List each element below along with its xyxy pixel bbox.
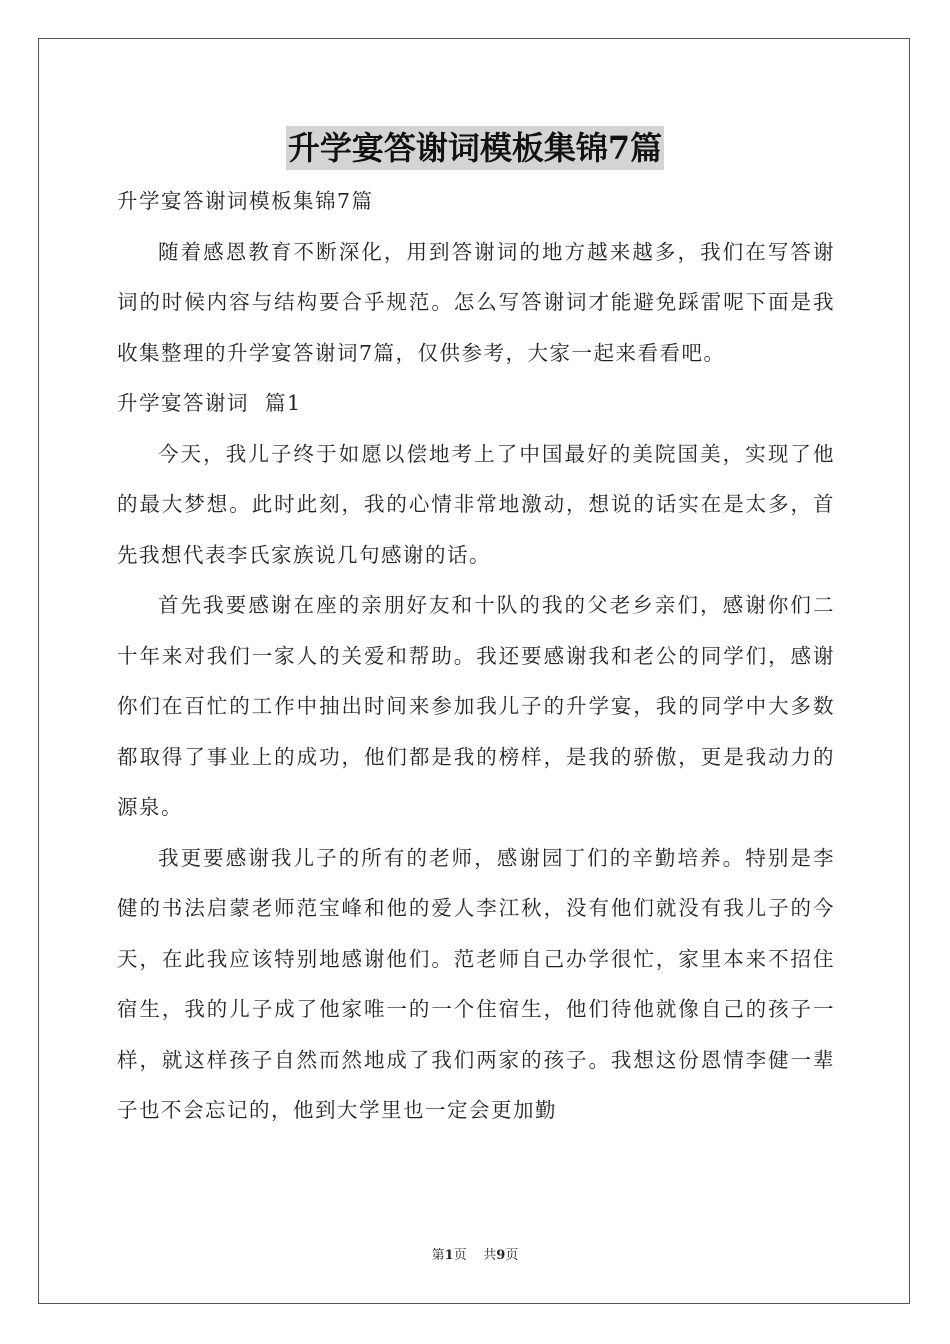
page-footer <box>0 1244 950 1263</box>
intro-paragraph: 随着感恩教育不断深化，用到答谢词的地方越来越多，我们在写答谢词的时候内容与结构要合乎规范。怎么写答谢词才能避免踩雷呢下面是我收集整理的升学宴答谢词7篇，仅供参考，大家一起来看看吧。 <box>117 239 835 365</box>
page-total-suffix: 页 <box>505 1248 519 1263</box>
document-body <box>117 176 835 1136</box>
document-title: 升学宴答谢词模板集锦7篇 <box>286 126 664 170</box>
page-number-suffix: 页 <box>453 1248 467 1263</box>
page-total-prefix: 共 <box>483 1248 497 1263</box>
body-paragraph-3: 我更要感谢我儿子的所有的老师，感谢园丁们的辛勤培养。特别是李健的书法启蒙老师范宝峰和他的爱人李江秋，没有他们就没有我儿子的今天，在此我应该特别地感谢他们。范老师自己办学很忙，家里本来不招住宿生，我的儿子成了他家唯一的一个住宿生，他们待他就像自己的孩子一样，就这样孩子自然而然地成了我们两家的孩子。我想这份恩情李健一辈子也不会忘记的，他到大学里也一定会更加勤 <box>117 845 835 1122</box>
body-paragraph-2: 首先我要感谢在座的亲朋好友和十队的我的父老乡亲们，感谢你们二十年来对我们一家人的关爱和帮助。我还要感谢我和老公的同学们，感谢你们在百忙的工作中抽出时间来参加我儿子的升学宴，我的同学中大多数都取得了事业上的成功，他们都是我的榜样，是我的骄傲，更是我动力的源泉。 <box>117 593 835 819</box>
page-number-current: 1 <box>444 1248 454 1263</box>
page-total-count: 9 <box>496 1248 506 1263</box>
section-heading: 升学宴答谢词 篇1 <box>117 391 302 415</box>
document-subtitle: 升学宴答谢词模板集锦7篇 <box>117 189 374 213</box>
body-paragraph-1: 今天，我儿子终于如愿以偿地考上了中国最好的美院国美，实现了他的最大梦想。此时此刻，我的心情非常地激动，想说的话实在是太多，首先我想代表李氏家族说几句感谢的话。 <box>117 441 835 567</box>
title-container <box>0 126 950 170</box>
page-number-prefix: 第 <box>431 1248 445 1263</box>
